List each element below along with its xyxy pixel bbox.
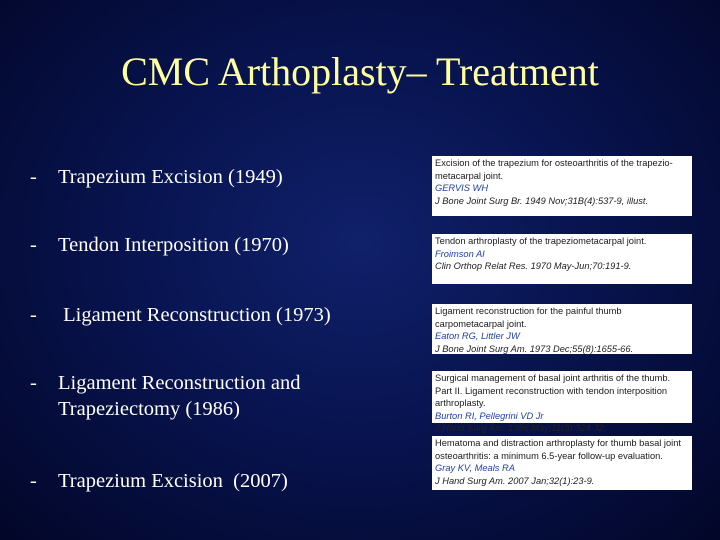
citation-journal: J Bone Joint Surg Br. 1949 Nov;31B(4):537-9, illust. bbox=[435, 195, 649, 206]
treatment-item bbox=[30, 468, 398, 494]
citation-journal: J Bone Joint Surg Am. 1973 Dec;55(8):1655-66. bbox=[435, 343, 634, 354]
citation-box bbox=[432, 436, 692, 490]
citation-authors: Gray KV, Meals RA bbox=[435, 463, 515, 473]
citation-authors: Eaton RG, Littler JW bbox=[435, 331, 520, 341]
citation-box bbox=[432, 156, 692, 216]
citation-authors: Froimson AI bbox=[435, 248, 485, 259]
citation-title: Hematoma and distraction arthroplasty for thumb basal joint osteoarthritis: a minimum 6.5-year follow-up evaluation. bbox=[435, 438, 681, 461]
treatment-label: Trapezium Excision (2007) bbox=[58, 470, 288, 492]
treatment-item bbox=[30, 302, 398, 328]
bullet-dash: - bbox=[30, 304, 37, 326]
bullet-dash: - bbox=[30, 166, 37, 188]
treatment-label: Tendon Interposition (1970) bbox=[58, 234, 289, 256]
bullet-dash: - bbox=[30, 470, 37, 492]
treatment-item bbox=[30, 164, 398, 190]
citation-box bbox=[432, 234, 692, 284]
citation-authors: Burton RI, Pellegrini VD Jr bbox=[435, 410, 544, 421]
slide-title: CMC Arthoplasty– Treatment bbox=[121, 49, 599, 94]
citation-title: Ligament reconstruction for the painful thumb carpometacarpal joint. bbox=[435, 306, 622, 329]
citation-journal: J Hand Surg Am. 1986 May;11(3):324-32. bbox=[435, 423, 607, 433]
citation-title: Surgical management of basal joint arthritis of the thumb. Part II. Ligament reconstruction with tendon interposition arthroplasty. bbox=[435, 373, 671, 408]
treatment-label: Ligament Reconstruction (1973) bbox=[58, 304, 331, 326]
treatment-item bbox=[30, 370, 358, 422]
citation-title: Excision of the trapezium for osteoarthritis of the trapezio-metacarpal joint. bbox=[435, 158, 673, 181]
bullet-dash: - bbox=[30, 234, 37, 256]
citation-authors: GERVIS WH bbox=[435, 183, 489, 193]
treatment-label: Ligament Reconstruction and Trapeziectomy (1986) bbox=[58, 372, 301, 420]
citation-box bbox=[432, 304, 692, 354]
citation-box bbox=[432, 371, 692, 433]
citation-journal: J Hand Surg Am. 2007 Jan;32(1):23-9. bbox=[435, 475, 595, 486]
treatment-item bbox=[30, 232, 398, 258]
citation-journal: Clin Orthop Relat Res. 1970 May-Jun;70:191-9. bbox=[435, 261, 632, 271]
treatment-label: Trapezium Excision (1949) bbox=[58, 166, 283, 188]
bullet-dash: - bbox=[30, 372, 37, 394]
citation-title: Tendon arthroplasty of the trapeziometacarpal joint. bbox=[435, 236, 647, 246]
